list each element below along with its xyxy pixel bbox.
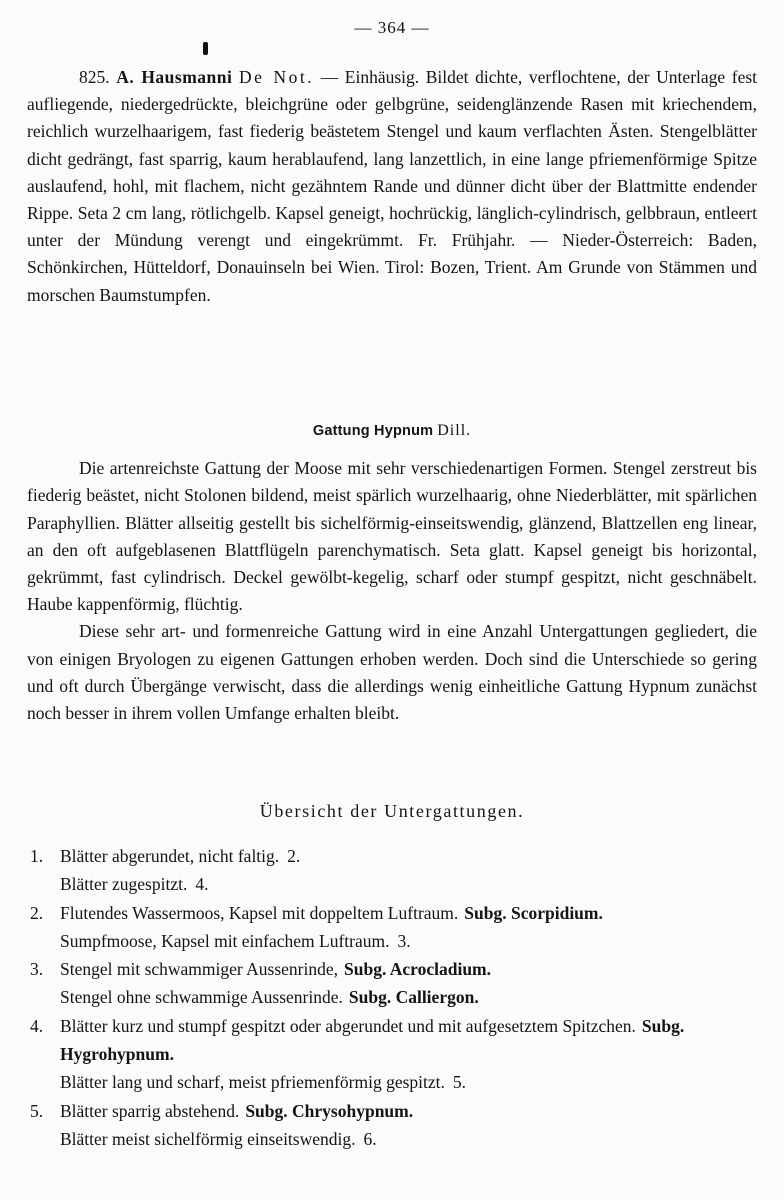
genus-author: Dill. bbox=[437, 422, 472, 439]
species-author: De Not. bbox=[238, 67, 315, 87]
page-number: — 364 — bbox=[354, 18, 430, 37]
key-row bbox=[30, 899, 760, 927]
species-number: 825. bbox=[79, 67, 110, 87]
key-row bbox=[30, 870, 760, 898]
key-number: 2. bbox=[30, 902, 44, 923]
key-row bbox=[30, 1125, 760, 1153]
key-lead: 2. bbox=[287, 846, 301, 866]
key-text: Blätter kurz und stumpf gespitzt oder abgerundet und mit aufgesetztem Spitzchen. bbox=[60, 1015, 636, 1036]
key-number: 5. bbox=[30, 1100, 44, 1121]
species-name: A. Hausmanni bbox=[116, 67, 233, 87]
genus-paragraph-2: Diese sehr art- und formenreiche Gattung wird in eine Anzahl Untergattungen gegliedert, die von einigen Bryologen zu eigenen Gattungen erhoben werden. Doch sind die Unterschiede so gering und oft durch Übergänge verwischt, dass die allerdings wenig einheitliche Gattung Hypnum zunächst noch besser in ihrem vollen Umfange erhalten bleibt. bbox=[27, 621, 757, 724]
key-lead: 5. bbox=[452, 1072, 467, 1093]
key-subgenus: Subg. Calliergon. bbox=[348, 987, 479, 1008]
key-text: Stengel mit schwammiger Aussenrinde, bbox=[60, 959, 339, 980]
key-row bbox=[30, 1068, 760, 1096]
genus-heading bbox=[27, 417, 757, 445]
key-lead: 3. bbox=[397, 930, 411, 951]
key-text: Blätter zugespitzt. bbox=[60, 874, 188, 895]
key-text: Blätter abgerundet, nicht faltig. bbox=[60, 846, 280, 866]
genus-name: Gattung Hypnum bbox=[312, 423, 434, 439]
key-row bbox=[30, 983, 760, 1011]
key-text: Blätter lang und scharf, meist pfriemenförmig gespitzt. bbox=[60, 1072, 445, 1093]
key-subgenus: Subg. Hygrohypnum. bbox=[60, 1015, 685, 1065]
key-text: Blätter meist sichelförmig einseitswendig. bbox=[60, 1128, 356, 1149]
key-subgenus: Subg. Scorpidium. bbox=[464, 902, 603, 923]
key-text: Sumpfmoose, Kapsel mit einfachem Luftraum. bbox=[60, 930, 390, 951]
species-description: — Einhäusig. Bildet dichte, verflochtene, der Unterlage fest aufliegende, niedergedrückte, bleichgrüne oder gelbgrüne, seidenglänzende Rasen mit kriechendem, reichlich wurzelhaarigem, fast fiederig beästetem Stengel und kaum verflachten Ästen. Stengelblätter dicht gedrängt, fast sparrig, kaum herablaufend, lang lanzettlich, in eine lange pfriemenförmige Spitze auslaufend, hohl, mit flachem, nicht gezähntem Rande und dünner dicht über der Blattmitte endender Rippe. Seta 2 cm lang, rötlichgelb. Kapsel geneigt, hochrückig, länglich-cylindrisch, gelbbraun, entleert unter der Mündung verengt und eingekrümmt. Fr. Frühjahr. — Nieder-Österreich: Baden, Schönkirchen, Hütteldorf, Donauinseln bei Wien. Tirol: Bozen, Trient. Am Grunde von Stämmen und morschen Baumstumpfen. bbox=[27, 67, 758, 305]
key-number: 4. bbox=[30, 1015, 44, 1036]
species-paragraph bbox=[27, 64, 757, 309]
key-subgenus: Subg. Acrocladium. bbox=[344, 959, 492, 980]
species-entry bbox=[27, 64, 757, 309]
key-text: Flutendes Wassermoos, Kapsel mit doppeltem Luftraum. bbox=[60, 902, 459, 923]
genus-paragraph-1: Die artenreichste Gattung der Moose mit sehr verschiedenartigen Formen. Stengel zerstreut bis fiederig beästet, nicht Stolonen bildend, meist spärlich wurzelhaarig, ohne Niederblätter, mit spärlichen Paraphyllien. Blätter allseitig gestellt bis sichelförmig-einseitswendig, glänzend, Blattzellen eng linear, an den oft aufgeblasenen Blattflügeln parenchymatisch. Seta glatt. Kapsel geneigt bis horizontal, gekrümmt, fast cylindrisch. Deckel gewölbt-kegelig, scharf oder stumpf gespitzt, nicht geschnäbelt. Haube kappenförmig, flüchtig. bbox=[27, 458, 757, 615]
key-lead: 6. bbox=[363, 1128, 377, 1149]
key-text: Blätter sparrig abstehend. bbox=[60, 1100, 240, 1121]
subgenus-key bbox=[30, 842, 760, 1153]
key-number: 1. bbox=[30, 846, 44, 866]
key-row bbox=[30, 1012, 760, 1069]
key-title: Übersicht der Untergattungen. bbox=[259, 801, 525, 821]
key-lead: 4. bbox=[195, 874, 209, 895]
key-row bbox=[30, 955, 760, 983]
genus-section bbox=[27, 417, 757, 727]
ink-blot bbox=[203, 42, 208, 55]
key-row bbox=[30, 1097, 760, 1125]
key-row bbox=[30, 927, 760, 955]
key-subgenus: Subg. Chrysohypnum. bbox=[245, 1100, 414, 1121]
key-number: 3. bbox=[30, 959, 44, 980]
key-row bbox=[30, 842, 760, 870]
key-text: Stengel ohne schwammige Aussenrinde. bbox=[60, 987, 343, 1008]
